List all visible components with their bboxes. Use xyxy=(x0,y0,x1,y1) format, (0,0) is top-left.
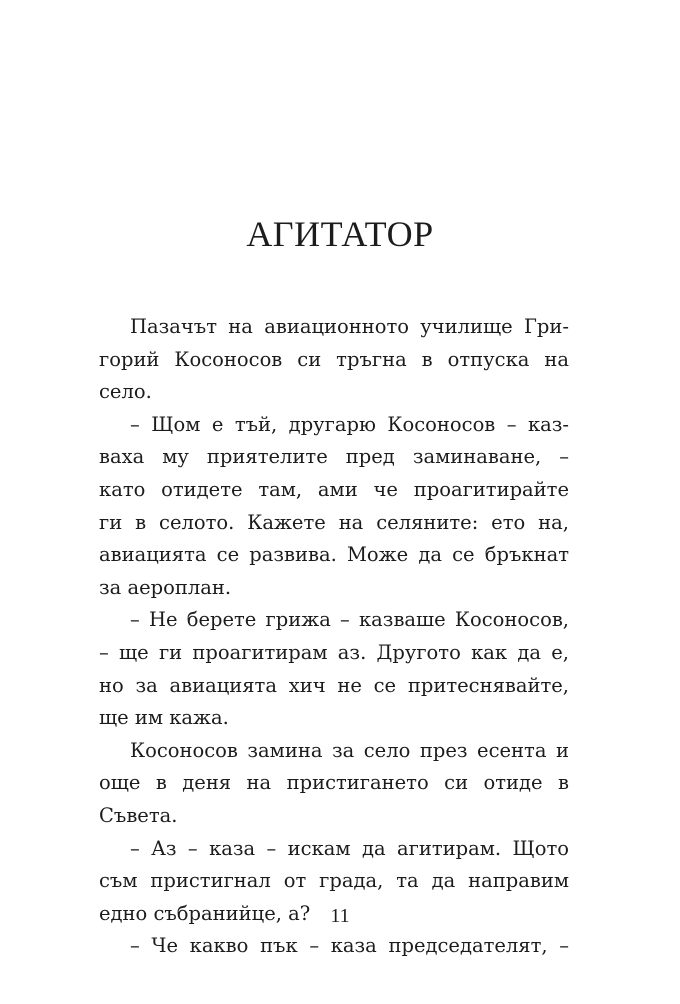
text-line: – ще ги проагитирам аз. Другото как да е, xyxy=(99,640,569,664)
text-line: – Щом е тъй, другарю Косоносов – каз- xyxy=(130,412,569,436)
body-text xyxy=(99,311,569,963)
text-line: авиацията се развива. Може да се бръкнат xyxy=(99,543,569,567)
page-number: 11 xyxy=(330,905,350,927)
text-line: Пазачът на авиационното училище Гри- xyxy=(130,315,569,338)
text-line: ще им кажа. xyxy=(99,706,229,730)
text-line: още в деня на пристигането си отиде в xyxy=(99,771,569,795)
text-line: като отидете там, ами че проагитирайте xyxy=(99,477,569,501)
text-line: Съвета. xyxy=(99,803,178,827)
text-line: ваха му приятелите пред заминаване, – xyxy=(99,445,569,469)
chapter-title: АГИТАТОР xyxy=(246,214,434,254)
text-line: едно събранийце, а? xyxy=(99,901,311,925)
text-line: – Че какво пък – каза председателят, – xyxy=(130,934,569,958)
text-line: село. xyxy=(99,380,152,404)
text-line: – Аз – каза – искам да агитирам. Щото xyxy=(130,836,569,860)
text-line: – Не берете грижа – казваше Косоносов, xyxy=(130,608,569,632)
text-line: ги в селото. Кажете на селяните: ето на, xyxy=(99,510,569,534)
text-line: за аероплан. xyxy=(99,575,232,599)
text-line: горий Косоносов си тръгна в отпуска на xyxy=(99,347,569,371)
text-line: Косоносов замина за село през есента и xyxy=(130,738,569,762)
text-line: но за авиацията хич не се притеснявайте, xyxy=(99,673,569,697)
text-line: съм пристигнал от града, та да направим xyxy=(99,869,569,893)
